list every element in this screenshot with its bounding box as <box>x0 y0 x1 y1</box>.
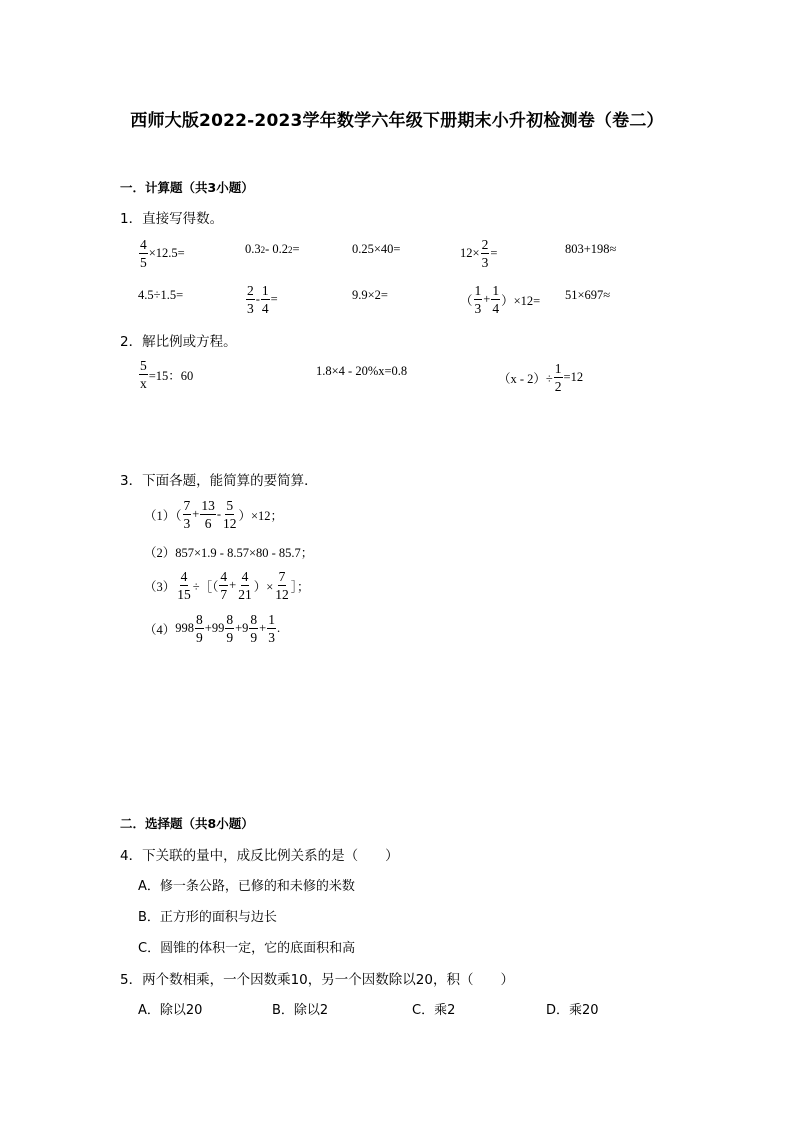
question-5-stem: 5．两个数相乘，一个因数乘10，另一个因数除以20，积（ ） <box>120 972 514 988</box>
q5-option-a[interactable]: A．除以20 <box>138 1003 203 1018</box>
q4-option-b[interactable]: B．正方形的面积与边长 <box>138 910 277 925</box>
question-1-stem: 1．直接写得数。 <box>120 211 224 227</box>
question-3-stem: 3．下面各题，能简算的要简算． <box>120 473 318 489</box>
q1-item-e: 803+198≈ <box>565 242 617 256</box>
q3-part-2: （2）857×1.9 - 8.57×80 - 85.7； <box>144 546 314 560</box>
q3-part-1: （1）（ $\frac{7}{3}$ + $\frac{13}{6}$ - $\frac{5}{12}$ ）×12； <box>144 498 284 531</box>
q4-option-a[interactable]: A．修一条公路，已修的和未修的米数 <box>138 879 355 894</box>
question-2-stem: 2．解比例或方程。 <box>120 334 237 350</box>
q1-item-c: 0.25×40= <box>352 242 401 256</box>
q1-item-b: 0.3 2 - 0.2 2 = <box>245 242 300 256</box>
q5-option-b[interactable]: B．除以2 <box>272 1003 329 1018</box>
q1-item-i: （ $\frac{1}{3}$ + $\frac{1}{4}$ ）×12= <box>460 283 541 316</box>
fraction: $\frac{4}{5}$ <box>140 237 147 270</box>
q1-item-j: 51×697≈ <box>565 288 611 302</box>
q2-item-a: $\frac{5}{x}$ =15：60 <box>140 358 194 391</box>
q5-option-c[interactable]: C．乘2 <box>412 1003 456 1018</box>
q2-item-b: 1.8×4 - 20%x=0.8 <box>316 364 408 378</box>
q3-part-4: （4） 998 $\frac{8}{9}$ +99 $\frac{8}{9}$ +9 $\frac{8}{9}$ + $\frac{1}{3}$ . <box>144 612 281 645</box>
section-heading-choice: 二．选择题（共8小题） <box>120 816 254 831</box>
section-heading-calculation: 一．计算题（共3小题） <box>120 180 254 195</box>
q4-option-c[interactable]: C．圆锥的体积一定，它的底面积和高 <box>138 941 356 956</box>
q5-option-d[interactable]: D．乘20 <box>546 1003 599 1018</box>
page-title: 西师大版2022-2023学年数学六年级下册期末小升初检测卷（卷二） <box>130 111 664 131</box>
question-4-stem: 4．下关联的量中，成反比例关系的是（ ） <box>120 848 399 864</box>
q1-item-d: 12× $\frac{2}{3}$ = <box>460 237 498 270</box>
q1-item-h: 9.9×2= <box>352 288 388 302</box>
q1-item-f: 4.5÷1.5= <box>138 288 184 302</box>
q1-item-a: $\frac{4}{5}$ ×12.5= <box>140 237 185 270</box>
q3-part-3: （3） $\frac{4}{15}$ ÷［（ $\frac{4}{7}$ + $\frac{4}{21}$ ）× $\frac{7}{12}$ ］； <box>144 569 310 602</box>
q1-item-g: $\frac{2}{3}$ - $\frac{1}{4}$ = <box>247 283 278 316</box>
q2-item-c: （x - 2）÷ $\frac{1}{2}$ =12 <box>498 361 584 394</box>
